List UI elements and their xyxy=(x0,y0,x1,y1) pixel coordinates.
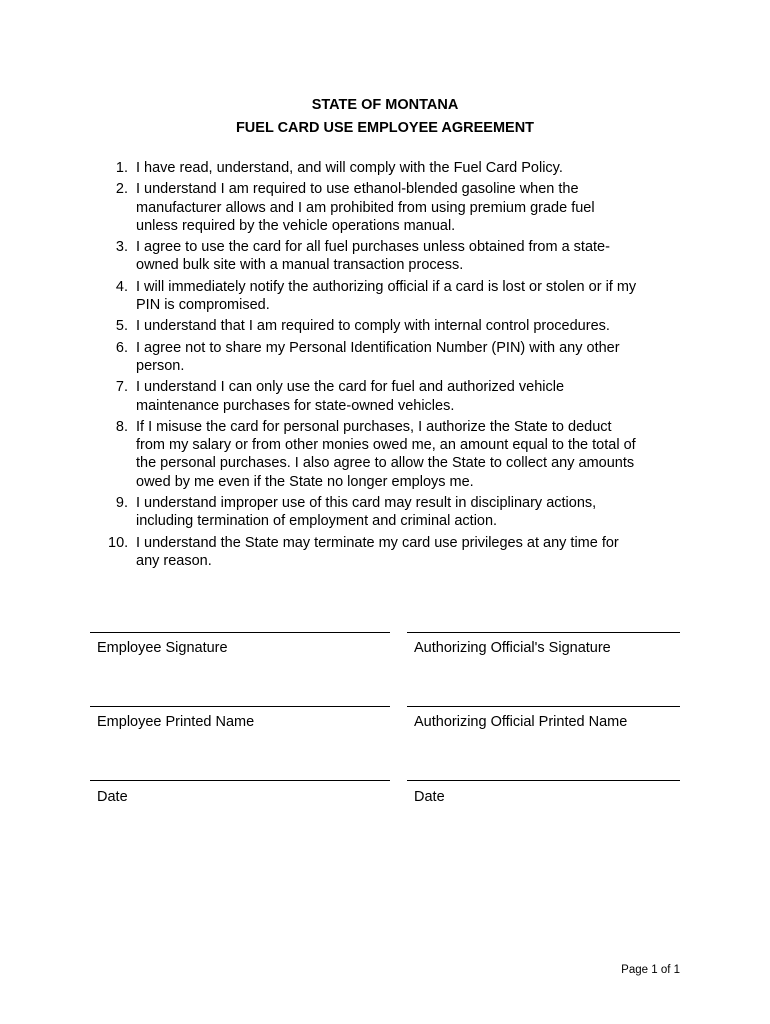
agreement-list xyxy=(108,159,638,573)
agreement-item xyxy=(108,317,638,335)
employee-signature-line[interactable] xyxy=(90,632,390,633)
employee-printed-name-label: Employee Printed Name xyxy=(97,714,255,730)
item-text: I will immediately notify the authorizing official if a card is lost or stolen or if my PIN is compromised. xyxy=(136,278,637,313)
item-text: I agree to use the card for all fuel purchases unless obtained from a state-owned bulk site with a manual transaction process. xyxy=(136,239,610,274)
agreement-item xyxy=(108,534,638,570)
employee-date-label: Date xyxy=(97,789,128,805)
agreement-item xyxy=(108,378,638,414)
agreement-item xyxy=(108,339,638,375)
agreement-item xyxy=(108,418,638,491)
item-number: 9. xyxy=(115,494,128,511)
title-agreement: FUEL CARD USE EMPLOYEE AGREEMENT xyxy=(235,120,535,136)
employee-signature-label: Employee Signature xyxy=(97,640,228,656)
item-text: I have read, understand, and will comply with the Fuel Card Policy. xyxy=(136,160,563,176)
item-number: 8. xyxy=(115,418,128,435)
item-number: 4. xyxy=(115,278,128,295)
item-text: I agree not to share my Personal Identification Number (PIN) with any other person. xyxy=(136,339,620,374)
official-signature-line[interactable] xyxy=(407,632,680,633)
official-date-label: Date xyxy=(414,789,445,805)
item-number: 7. xyxy=(115,379,128,396)
agreement-item xyxy=(108,238,638,274)
item-number: 10. xyxy=(108,534,129,551)
official-signature-label: Authorizing Official's Signature xyxy=(414,640,611,656)
item-text: I understand I am required to use ethanol-blended gasoline when the manufacturer allows and I am prohibited from using premium grade fuel unless required by the vehicle operations manual. xyxy=(136,181,595,234)
agreement-item xyxy=(108,278,638,314)
item-text: I understand that I am required to comply with internal control procedures. xyxy=(136,318,610,335)
agreement-item xyxy=(108,180,638,235)
official-date-line[interactable] xyxy=(407,780,680,781)
employee-date-line[interactable] xyxy=(90,780,390,781)
item-number: 2. xyxy=(115,181,128,198)
agreement-item xyxy=(108,494,638,530)
item-number: 3. xyxy=(115,239,128,256)
item-text: If I misuse the card for personal purchases, I authorize the State to deduct from my salary or from other monies owed me, an amount equal to the total of the personal purchases. I also agree to allow the State to collect any amounts owed by me even if the State no longer employs me. xyxy=(136,418,636,490)
item-number: 1. xyxy=(115,160,128,176)
item-number: 5. xyxy=(115,318,128,335)
page-number: Page 1 of 1 xyxy=(621,964,680,976)
official-printed-name-label: Authorizing Official Printed Name xyxy=(414,714,628,730)
official-printed-name-line[interactable] xyxy=(407,706,680,707)
item-text: I understand I can only use the card for fuel and authorized vehicle maintenance purchases for state-owned vehicles. xyxy=(136,379,565,414)
title-state: STATE OF MONTANA xyxy=(311,97,459,113)
item-number: 6. xyxy=(115,339,128,356)
employee-printed-name-line[interactable] xyxy=(90,706,390,707)
agreement-item xyxy=(108,159,638,177)
item-text: I understand the State may terminate my card use privileges at any time for any reason. xyxy=(136,534,619,569)
item-text: I understand improper use of this card may result in disciplinary actions, including termination of employment and criminal action. xyxy=(136,494,597,530)
